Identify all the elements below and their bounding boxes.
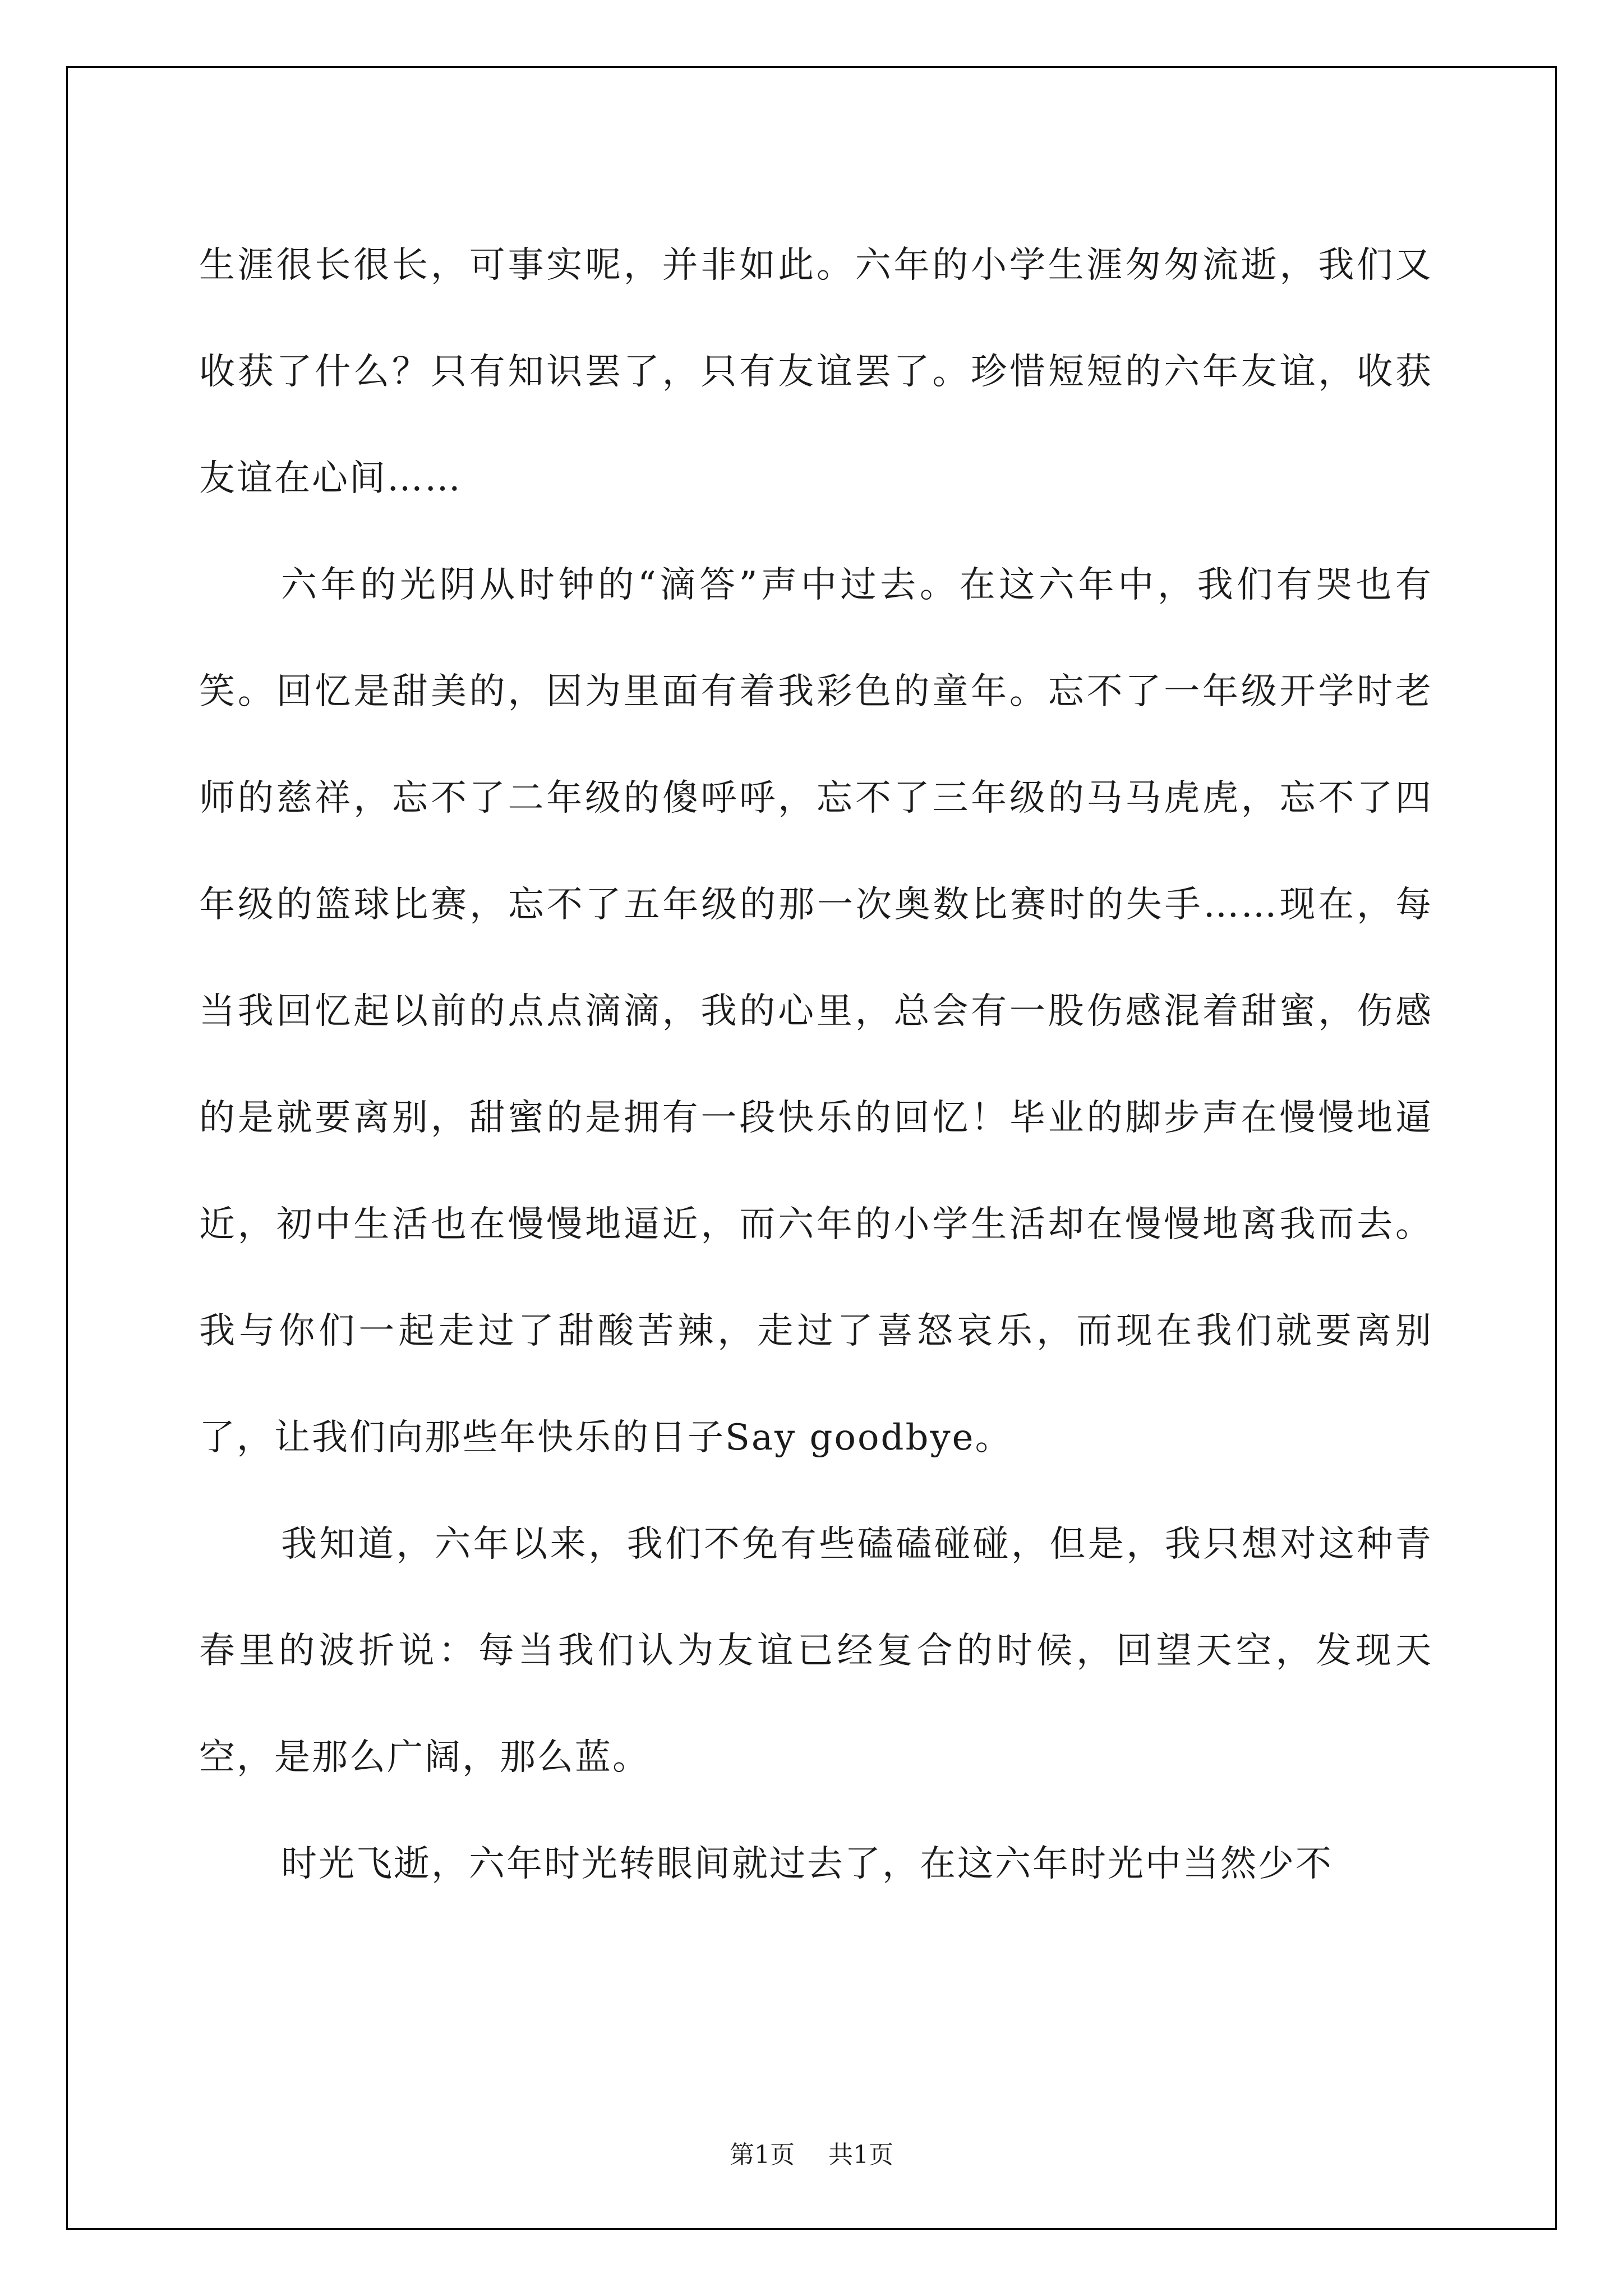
paragraph-4: 时光飞逝，六年时光转眼间就过去了，在这六年时光中当然少不 [281, 1843, 1333, 1885]
page-total: 共1页 [828, 2141, 893, 2169]
document-body [199, 212, 1433, 1917]
page-footer [0, 2134, 1623, 2170]
paragraph-3: 我知道，六年以来，我们不免有些磕磕碰碰，但是，我只想对这种青春里的波折说：每当我们认为友谊已经复合的时候，回望天空，发现天空，是那么广阔，那么蓝。 [199, 1524, 1433, 1778]
paragraph-1: 生涯很长很长，可事实呢，并非如此。六年的小学生涯匆匆流逝，我们又收获了什么？只有知识罢了，只有友谊罢了。珍惜短短的六年友谊，收获友谊在心间…… [199, 245, 1433, 499]
paragraph-2: 六年的光阴从时钟的“滴答”声中过去。在这六年中，我们有哭也有笑。回忆是甜美的，因为里面有着我彩色的童年。忘不了一年级开学时老师的慈祥，忘不了二年级的傻呼呼，忘不了三年级的马马虎虎，忘不了四年级的篮球比赛，忘不了五年级的那一次奥数比赛时的失手……现在，每当我回忆起以前的点点滴滴，我的心里，总会有一股伤感混着甜蜜，伤感的是就要离别，甜蜜的是拥有一段快乐的回忆！毕业的脚步声在慢慢地逼近，初中生活也在慢慢地逼近，而六年的小学生活却在慢慢地离我而去。我与你们一起走过了甜酸苦辣，走过了喜怒哀乐，而现在我们就要离别了，让我们向那些年快乐的日子Say goodbye。 [199, 564, 1433, 1458]
page-number: 第1页 [730, 2141, 795, 2169]
